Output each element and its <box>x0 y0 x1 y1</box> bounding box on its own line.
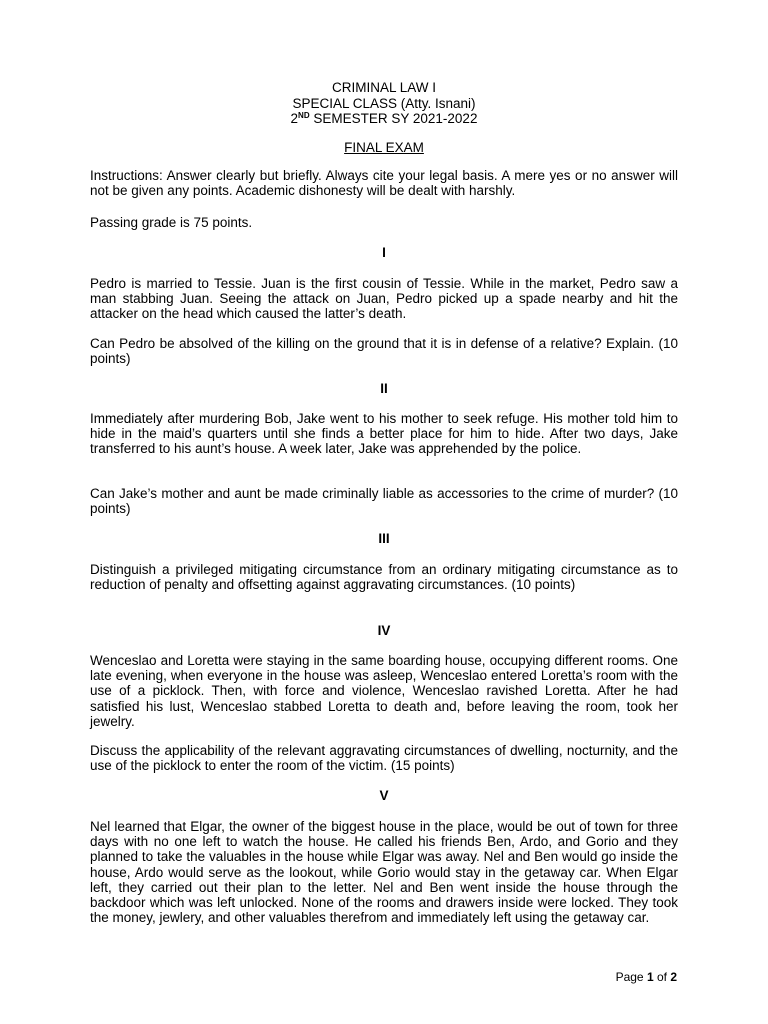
instructions: Instructions: Answer clearly but briefly. Always cite your legal basis. A mere yes or no answer will not be given any points. Academic dishonesty will be dealt with harshly. <box>90 168 678 199</box>
class-name: SPECIAL CLASS (Atty. Isnani) <box>292 95 476 111</box>
page-number: Page 1 of 2 <box>615 970 677 984</box>
question-numeral-2: II <box>380 381 388 396</box>
passing-grade: Passing grade is 75 points. <box>90 215 253 230</box>
course-title: CRIMINAL LAW I <box>331 80 436 95</box>
question-numeral-4: IV <box>377 623 391 638</box>
question-1-facts: Pedro is married to Tessie. Juan is the first cousin of Tessie. While in the market, Pedro saw a man stabbing Juan. Seeing the attack on Juan, Pedro picked up a spade nearby and hit the attacker on the head which caused the latter’s death. <box>90 276 678 322</box>
question-numeral-1: I <box>382 245 386 260</box>
question-2-facts: Immediately after murdering Bob, Jake went to his mother to seek refuge. His mother told him to hide in the maid’s quarters until she finds a better place for him to hide. After two days, Jake transferred to his aunt’s house. A week later, Jake was apprehended by the police. <box>90 411 678 457</box>
exam-title: FINAL EXAM <box>344 140 424 155</box>
question-numeral-5: V <box>379 788 389 803</box>
question-4-question: Discuss the applicability of the relevant aggravating circumstances of dwelling, nocturnity, and the use of the picklock to enter the room of the victim. (15 points) <box>90 743 678 774</box>
question-5-facts: Nel learned that Elgar, the owner of the biggest house in the place, would be out of town for three days with no one left to watch the house. He called his friends Ben, Ardo, and Gorio and they planned to take the valuables in the house while Elgar was away. Nel and Ben would go inside the house, Ardo would serve as the lookout, while Gorio would stay in the getaway car. When Elgar left, they carried out their plan to the letter. Nel and Ben went inside the house through the backdoor which was left unlocked. None of the rooms and drawers inside were locked. They took the money, jewlery, and other valuables therefrom and immediately left using the getaway car. <box>90 819 678 926</box>
question-1-question: Can Pedro be absolved of the killing on the ground that it is in defense of a relative? Explain. (10 points) <box>90 336 678 367</box>
question-2-question: Can Jake’s mother and aunt be made criminally liable as accessories to the crime of murder? (10 points) <box>90 486 678 517</box>
question-3-text: Distinguish a privileged mitigating circumstance from an ordinary mitigating circumstance as to reduction of penalty and offsetting against aggravating circumstances. (10 points) <box>90 562 678 593</box>
semester-line: 2ND SEMESTER SY 2021-2022 <box>290 111 478 126</box>
question-numeral-3: III <box>378 531 390 546</box>
question-4-facts: Wenceslao and Loretta were staying in the same boarding house, occupying different rooms. One late evening, when everyone in the house was asleep, Wenceslao entered Loretta’s room with the use of a picklock. Then, with force and violence, Wenceslao ravished Loretta. After he had satisfied his lust, Wenceslao stabbed Loretta to death and, before leaving the room, took her jewelry. <box>90 653 678 729</box>
exam-header <box>0 80 768 127</box>
